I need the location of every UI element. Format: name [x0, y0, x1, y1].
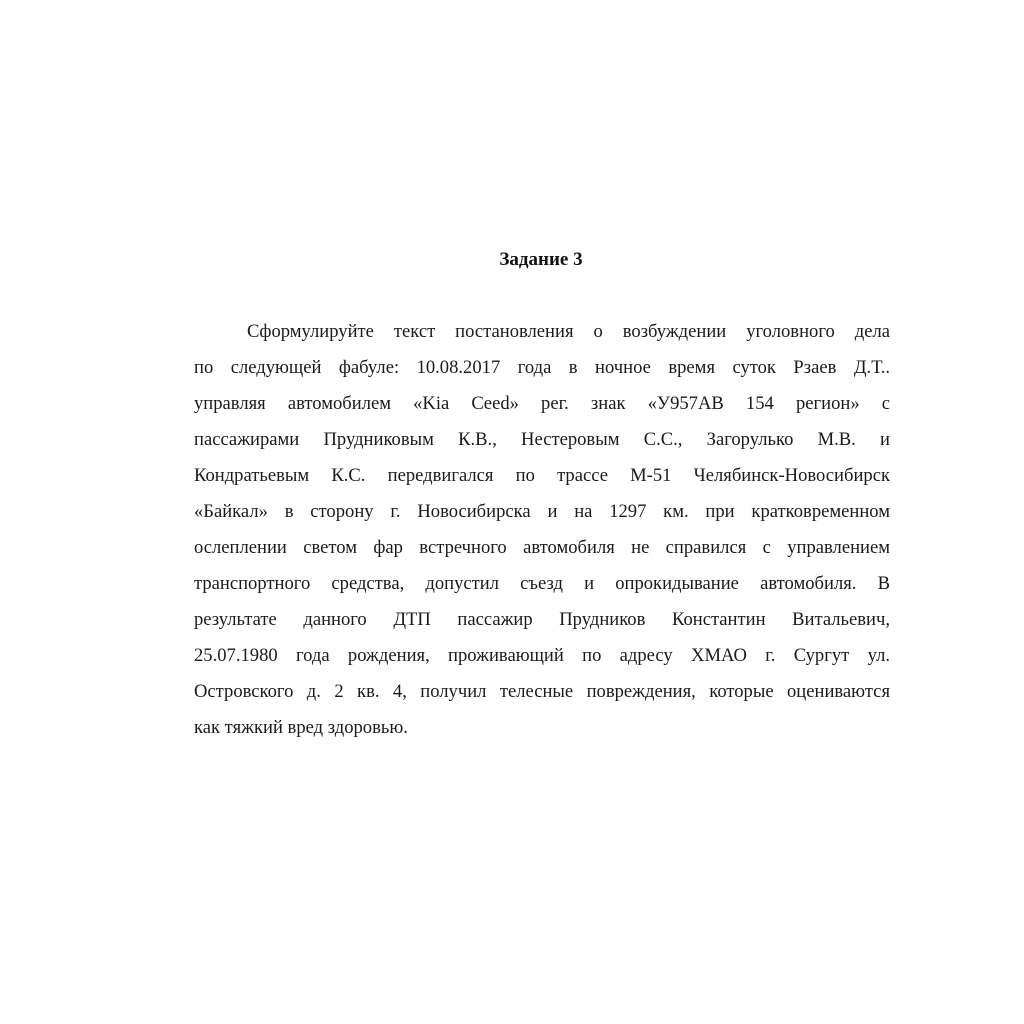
body-line: Кондратьевым К.С. передвигался по трассе М-51 Челябинск-Новосибирск — [194, 465, 890, 486]
body-line: ослеплении светом фар встречного автомобиля не справился с управлением — [194, 537, 890, 558]
body-line: пассажирами Прудниковым К.В., Нестеровым С.С., Загорулько М.В. и — [194, 429, 890, 450]
document-body — [194, 314, 890, 746]
document-title: Задание 3 — [499, 249, 583, 270]
body-line: по следующей фабуле: 10.08.2017 года в ночное время суток Рзаев Д.Т.. — [194, 357, 890, 378]
body-line: 25.07.1980 года рождения, проживающий по адресу ХМАО г. Сургут ул. — [194, 645, 890, 666]
body-line: «Байкал» в сторону г. Новосибирска и на 1297 км. при кратковременном — [194, 501, 890, 522]
body-line: транспортного средства, допустил съезд и опрокидывание автомобиля. В — [194, 573, 890, 594]
body-line: Островского д. 2 кв. 4, получил телесные повреждения, которые оцениваются — [194, 681, 890, 702]
body-line: управляя автомобилем «Kia Ceed» рег. знак «У957АВ 154 регион» с — [194, 393, 890, 414]
body-line: результате данного ДТП пассажир Прудников Константин Витальевич, — [194, 609, 890, 630]
body-line: как тяжкий вред здоровью. — [194, 717, 408, 738]
body-line: Сформулируйте текст постановления о возбуждении уголовного дела — [247, 321, 890, 342]
